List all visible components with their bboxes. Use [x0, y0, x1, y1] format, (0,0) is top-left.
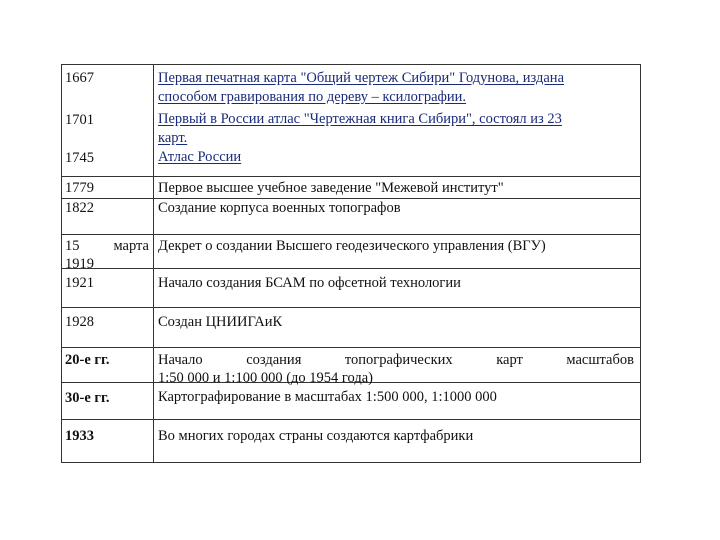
- event-text: Начало создания БСАМ по офсетной технологии: [158, 275, 461, 291]
- year-cell: 30-е гг.: [65, 390, 110, 406]
- event-text: Во многих городах страны создаются картфабрики: [158, 428, 474, 444]
- event-link[interactable]: Первый в России атлас "Чертежная книга Сибири", состоял из 23: [158, 111, 562, 127]
- year-cell: 1822: [65, 200, 94, 216]
- event-text: Начало создания топографических карт масштабов: [158, 352, 634, 368]
- year-cell: 1701: [65, 112, 94, 128]
- event-text: Картографирование в масштабах 1:500 000, 1:1000 000: [158, 389, 497, 405]
- row-divider: [62, 307, 640, 308]
- event-link[interactable]: Первая печатная карта "Общий чертеж Сибири" Годунова, издана: [158, 70, 565, 86]
- year-cell: 1779: [65, 180, 94, 196]
- row-divider: [62, 234, 640, 235]
- row-divider: [62, 347, 640, 348]
- year-cell: 20-е гг.: [65, 352, 110, 368]
- event-text: Создание корпуса военных топографов: [158, 200, 401, 216]
- row-divider: [62, 268, 640, 269]
- year-cell: 15 марта: [65, 238, 149, 254]
- event-link[interactable]: карт.: [158, 130, 188, 146]
- event-text: Создан ЦНИИГАиК: [158, 314, 283, 330]
- year-cell: 1745: [65, 150, 94, 166]
- timeline-table: [61, 64, 641, 463]
- row-divider: [62, 176, 640, 177]
- year-cell: 1921: [65, 275, 94, 291]
- event-text: Первое высшее учебное заведение "Межевой институт": [158, 180, 504, 196]
- row-divider: [62, 419, 640, 420]
- event-text: Декрет о создании Высшего геодезического управления (ВГУ): [158, 238, 546, 254]
- year-cell: 1919: [65, 256, 94, 272]
- event-link[interactable]: Атлас России: [158, 149, 242, 165]
- event-text: 1:50 000 и 1:100 000 (до 1954 года): [158, 370, 373, 386]
- event-link[interactable]: способом гравирования по дереву – ксилографии.: [158, 89, 467, 105]
- column-divider: [153, 65, 154, 462]
- year-cell: 1928: [65, 314, 94, 330]
- year-cell: 1933: [65, 428, 94, 444]
- year-cell: 1667: [65, 70, 94, 86]
